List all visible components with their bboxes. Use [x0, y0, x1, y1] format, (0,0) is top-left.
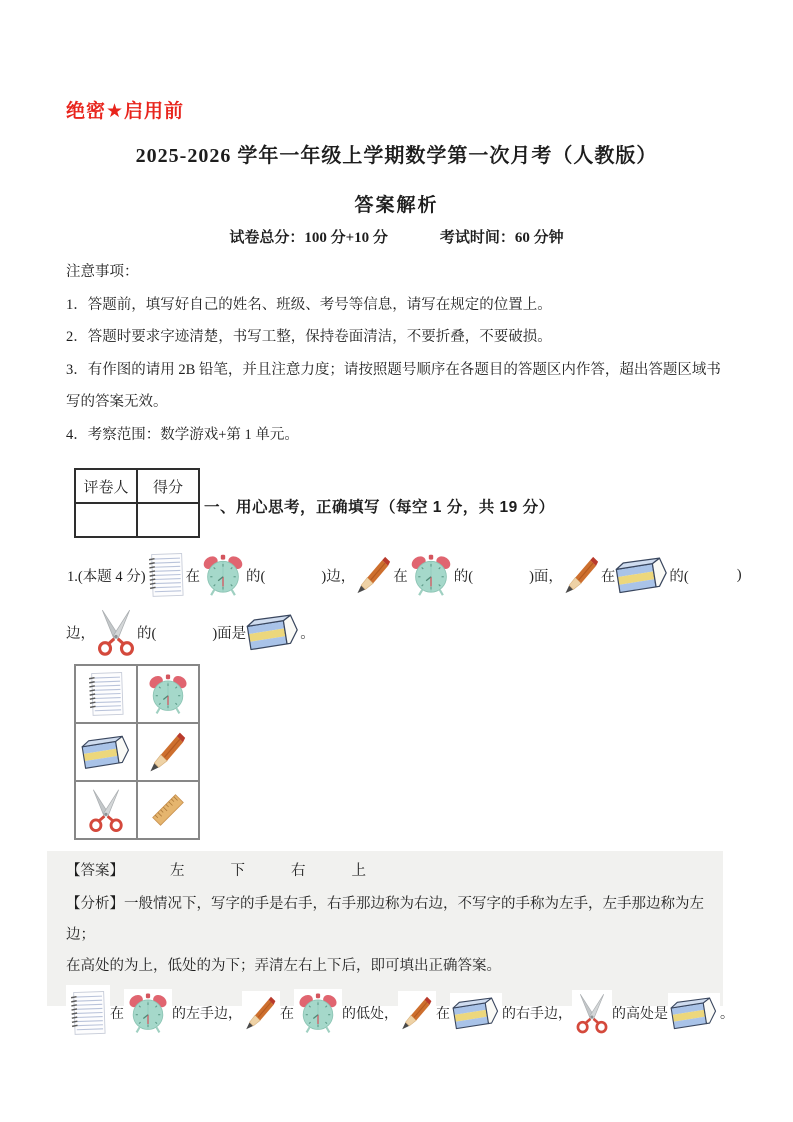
answer-analysis-box: [47, 851, 734, 1022]
text-left-hand: 的左手边，: [172, 1007, 242, 1022]
eraser-icon: [81, 733, 131, 771]
answer-label: 【答案】: [66, 863, 124, 879]
notebook-tile: [66, 985, 110, 1041]
text-close-paren: ): [736, 566, 742, 583]
text-zai: 在: [600, 568, 616, 585]
text-zai: 在: [436, 1007, 450, 1022]
notes-section: [66, 256, 730, 451]
text-high-place-is: 的高处是: [612, 1007, 668, 1022]
eraser-tile: [450, 993, 502, 1033]
text-de-open: 的(: [137, 625, 157, 642]
score-header-cell: 得分: [137, 469, 199, 503]
text-period: 。: [720, 1007, 734, 1022]
grader-header-cell: 评卷人: [75, 469, 137, 503]
grid-cell-eraser: [75, 723, 137, 781]
grid-cell-alarm-clock: [137, 665, 199, 723]
alarm-clock-tile: [124, 989, 172, 1037]
text-close-mianshi: )面是: [212, 625, 247, 642]
scissors-icon: [95, 608, 137, 656]
alarm-clock-icon: [408, 553, 454, 597]
pencil-icon: [563, 554, 601, 596]
scissors-icon: [84, 788, 128, 832]
text-close-mian: )面，: [529, 568, 563, 585]
text-zai: 在: [110, 1007, 124, 1022]
notebook-icon: [146, 550, 186, 600]
alarm-clock-icon: [296, 991, 340, 1035]
text-close-bian: )边，: [321, 568, 356, 585]
note-item: 4．考察范围：数学游戏+第 1 单元。: [66, 426, 299, 443]
text-low-place: 的低处，: [342, 1007, 398, 1022]
eraser-icon: [452, 995, 500, 1031]
grid-cell-ruler: [137, 781, 199, 839]
question-1-line-1: [67, 547, 742, 603]
alarm-clock-icon: [146, 672, 190, 716]
scissors-tile: [572, 990, 612, 1036]
notebook-icon: [86, 670, 126, 718]
grid-cell-notebook: [75, 665, 137, 723]
exam-meta-line: [0, 226, 793, 247]
text-zai: 在: [393, 568, 408, 585]
note-item: 3．有作图的请用 2B 铅笔，并且注意力度；请按照题号顺序在各题目的答题区内作答，超出答题区域书写的答案无效。: [66, 361, 721, 410]
alarm-clock-icon: [126, 991, 170, 1035]
answer-value: 上: [351, 863, 366, 879]
answer-key-subtitle: 答案解析: [354, 195, 439, 216]
analysis-line-2: 在高处的为上，低处的为下；弄清左右上下后，即可填出正确答案。: [66, 958, 501, 974]
page-title: 2025-2026 学年一年级上学期数学第一次月考（人教版）: [135, 145, 658, 167]
grader-empty-cell: [75, 503, 137, 537]
exam-time-text: 考试时间：60 分钟: [439, 230, 564, 246]
answer-row: [66, 859, 709, 889]
pencil-icon: [146, 730, 190, 774]
eraser-tile: [668, 993, 720, 1033]
answer-value: 左: [170, 863, 185, 879]
eraser-icon: [246, 612, 300, 652]
pencil-tile: [398, 991, 436, 1035]
note-item: 1．答题前，填写好自己的姓名、班级、考号等信息，请写在规定的位置上。: [66, 296, 552, 313]
question-1-prefix: 1.(本题 4 分): [67, 568, 146, 585]
text-zai: 在: [280, 1007, 294, 1022]
alarm-clock-tile: [294, 989, 342, 1037]
pencil-icon: [355, 554, 393, 596]
section-1-heading: 一、用心思考，正确填写（每空 1 分，共 19 分）: [204, 499, 555, 516]
grid-cell-scissors: [75, 781, 137, 839]
analysis-text: 一般情况下，写字的手是右手，右手那边称为右边，不写字的手称为左手，左手那边称为左边；: [66, 896, 704, 943]
notes-heading: 注意事项：: [66, 264, 139, 280]
answer-value: 右: [291, 863, 306, 879]
text-de-open: 的(: [453, 568, 474, 585]
scissors-icon: [574, 992, 610, 1034]
analysis-label: 【分析】: [66, 896, 124, 912]
grader-score-table: [74, 468, 200, 538]
score-empty-cell: [137, 503, 199, 537]
note-item: 2．答题时要求字迹清楚，书写工整，保持卷面清洁，不要折叠，不要破损。: [66, 329, 552, 345]
eraser-icon: [670, 995, 718, 1031]
question-1-line-2: [66, 604, 315, 660]
eraser-icon: [615, 555, 669, 595]
pencil-icon: [244, 993, 278, 1033]
text-period: 。: [300, 625, 315, 642]
analysis-line-1: [66, 889, 709, 951]
text-zai: 在: [185, 568, 201, 585]
ruler-icon: [146, 788, 190, 832]
grid-cell-pencil: [137, 723, 199, 781]
text-de-open: 的(: [246, 568, 266, 585]
stationery-grid-table: [74, 664, 200, 840]
alarm-clock-icon: [200, 553, 246, 597]
notebook-icon: [68, 987, 108, 1039]
pencil-tile: [242, 991, 280, 1035]
text-bian-comma: 边，: [66, 625, 95, 642]
analysis-icon-line: [66, 985, 734, 1041]
classification-label: 绝密★启用前: [66, 101, 185, 122]
total-score-text: 试卷总分：100 分+10 分: [229, 230, 388, 246]
text-de-open: 的(: [669, 568, 689, 585]
answer-value: 下: [230, 863, 245, 879]
text-right-hand: 的右手边，: [502, 1007, 572, 1022]
pencil-icon: [400, 993, 434, 1033]
